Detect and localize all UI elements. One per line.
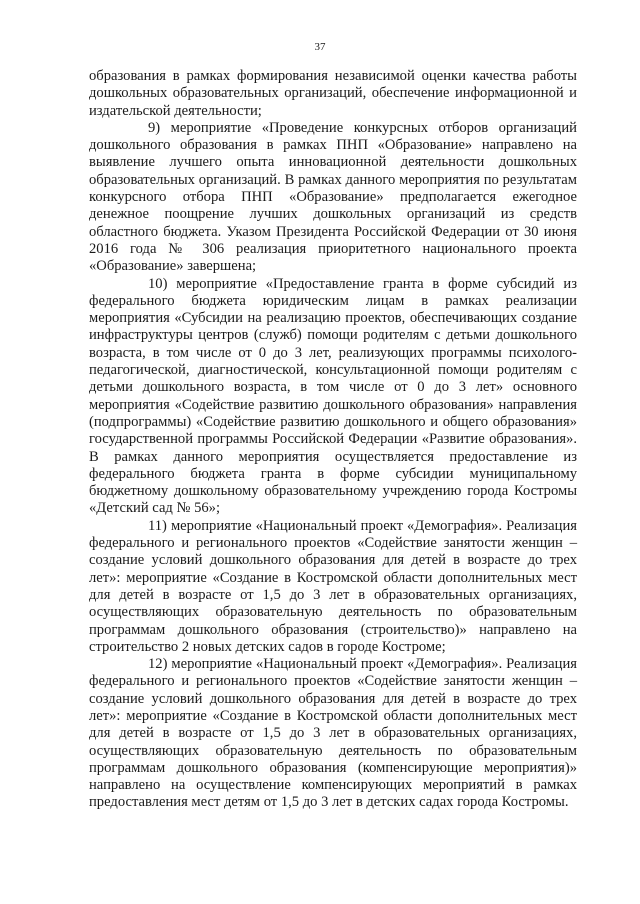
paragraph-item-10: 10) мероприятие «Предоставление гранта в форме субсидий из федерального бюджета юридическим лицам в рамках реализации мероприятия «Субсидии на реализацию проектов, обеспечивающих создание инфраструктуры центров (служб) помощи родителям с детьми дошкольного возраста, в том числе от 0 до 3 лет, реализующих программы психолого-педагогической, диагностической, консультационной помощи родителям с детьми дошкольного возраста, в том числе от 0 до 3 лет» основного мероприятия «Содействие развитию дошкольного образования» направления (подпрограммы) «Содействие развитию дошкольного и общего образования» государственной программы Российской Федерации «Развитие образования». В рамках данного мероприятия осуществляется предоставление из федерального бюджета гранта в форме субсидии муниципальному бюджетному дошкольному образовательному учреждению города Костромы «Детский сад № 56»; [89,275,577,517]
paragraph-continuation: образования в рамках формирования независимой оценки качества работы дошкольных образовательных организаций, обеспечение информационной и издательской деятельности; [89,68,577,119]
paragraph-item-11: 11) мероприятие «Национальный проект «Демография». Реализация федерального и регионального проектов «Содействие занятости женщин – создание условий дошкольного образования для детей в возрасте до трех лет»: мероприятие «Создание в Костромской области дополнительных мест для детей в возрасте от 1,5 до 3 лет в образовательных организациях, осуществляющих образовательную деятельность по образовательным программам дошкольного образования (строительство)» направлено на строительство 2 новых детских садов в городе Костроме; [89,517,577,655]
paragraph-item-9: 9) мероприятие «Проведение конкурсных отборов организаций дошкольного образования в рамках ПНП «Образование» направлено на выявление лучшего опыта инновационной деятельности дошкольных образовательных организаций. В рамках данного мероприятия по результатам конкурсного отбора ПНП «Образование» предполагается ежегодное денежное поощрение лучших дошкольных организаций из средств областного бюджета. Указом Президента Российской Федерации от 30 июня 2016 года № 306 реализация приоритетного национального проекта «Образование» завершена; [89,119,577,275]
document-body [89,68,577,812]
page-number: 37 [314,41,326,53]
paragraph-item-12: 12) мероприятие «Национальный проект «Демография». Реализация федерального и регионального проектов «Содействие занятости женщин – создание условий дошкольного образования для детей в возрасте до трех лет»: мероприятие «Создание в Костромской области дополнительных мест для детей в возрасте от 1,5 до 3 лет в образовательных организациях, осуществляющих образовательную деятельность по образовательным программам дошкольного образования (компенсирующие мероприятия)» направлено на осуществление компенсирующих мероприятий в рамках предоставления мест детям от 1,5 до 3 лет в детских садах города Костромы. [89,656,577,811]
